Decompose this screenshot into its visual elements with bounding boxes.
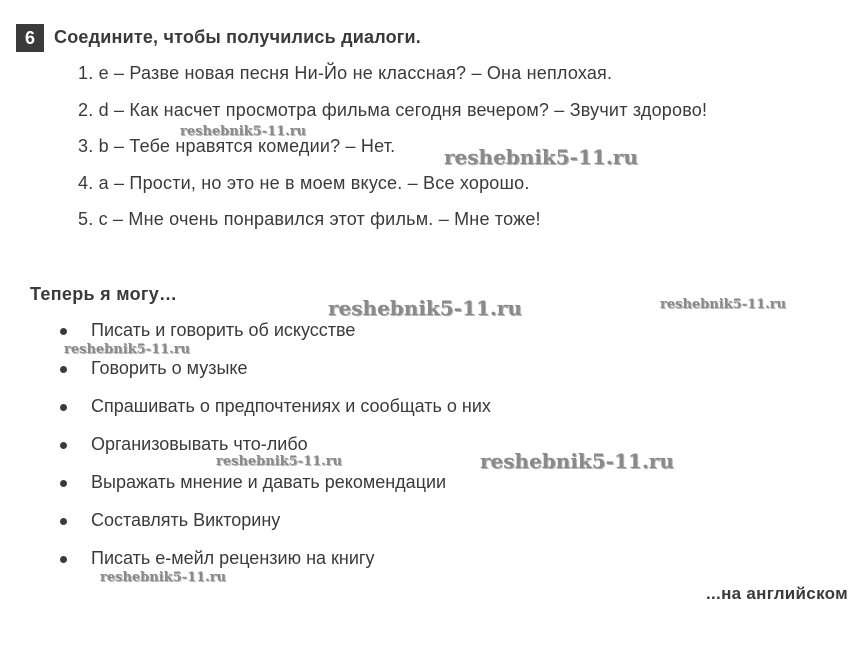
watermark: reshebnik5-11.ru	[480, 449, 674, 473]
exercise-number-badge: 6	[16, 24, 44, 52]
skill-item	[60, 396, 491, 434]
watermark: reshebnik5-11.ru	[444, 145, 638, 169]
watermark: reshebnik5-11.ru	[100, 570, 227, 585]
answer-item-2: 2. d – Как насчет просмотра фильма сегодня вечером? – Звучит здорово!	[78, 99, 708, 120]
watermark: reshebnik5-11.ru	[328, 296, 522, 320]
skill-item	[60, 510, 491, 548]
bullet-icon	[60, 518, 67, 525]
bullet-icon	[60, 366, 67, 373]
skill-text: Спрашивать о предпочтениях и сообщать о них	[91, 396, 491, 416]
exercise-title: Соедините, чтобы получились диалоги.	[54, 27, 421, 47]
skill-text: Писать и говорить об искусстве	[91, 320, 356, 340]
bullet-icon	[60, 480, 67, 487]
watermark: reshebnik5-11.ru	[216, 454, 343, 469]
skill-item	[60, 472, 491, 510]
watermark: reshebnik5-11.ru	[64, 342, 191, 357]
answer-item-4: 4. a – Прости, но это не в моем вкусе. – Все хорошо.	[78, 172, 530, 193]
bullet-icon	[60, 556, 67, 563]
can-section-title: Теперь я могу…	[30, 284, 178, 304]
watermark: reshebnik5-11.ru	[180, 124, 307, 139]
skill-text: Составлять Викторину	[91, 510, 281, 530]
answer-item-5: 5. c – Мне очень понравился этот фильм. – Мне тоже!	[78, 209, 541, 229]
footer-note: ...на английском	[706, 584, 848, 603]
bullet-icon	[60, 442, 67, 449]
answer-item-1: 1. e – Разве новая песня Ни-Йо не классная? – Она неплохая.	[78, 63, 613, 83]
skill-text: Организовывать что-либо	[91, 434, 308, 454]
bullet-icon	[60, 404, 67, 411]
skills-list	[60, 320, 491, 586]
skill-text: Писать е-мейл рецензию на книгу	[91, 548, 375, 568]
skill-text: Выражать мнение и давать рекомендации	[91, 472, 447, 492]
skill-text: Говорить о музыке	[91, 358, 248, 378]
skill-item	[60, 358, 491, 396]
bullet-icon	[60, 328, 67, 335]
watermark: reshebnik5-11.ru	[660, 297, 787, 312]
answer-item-3: 3. b – Тебе нравятся комедии? – Нет.	[78, 136, 396, 156]
